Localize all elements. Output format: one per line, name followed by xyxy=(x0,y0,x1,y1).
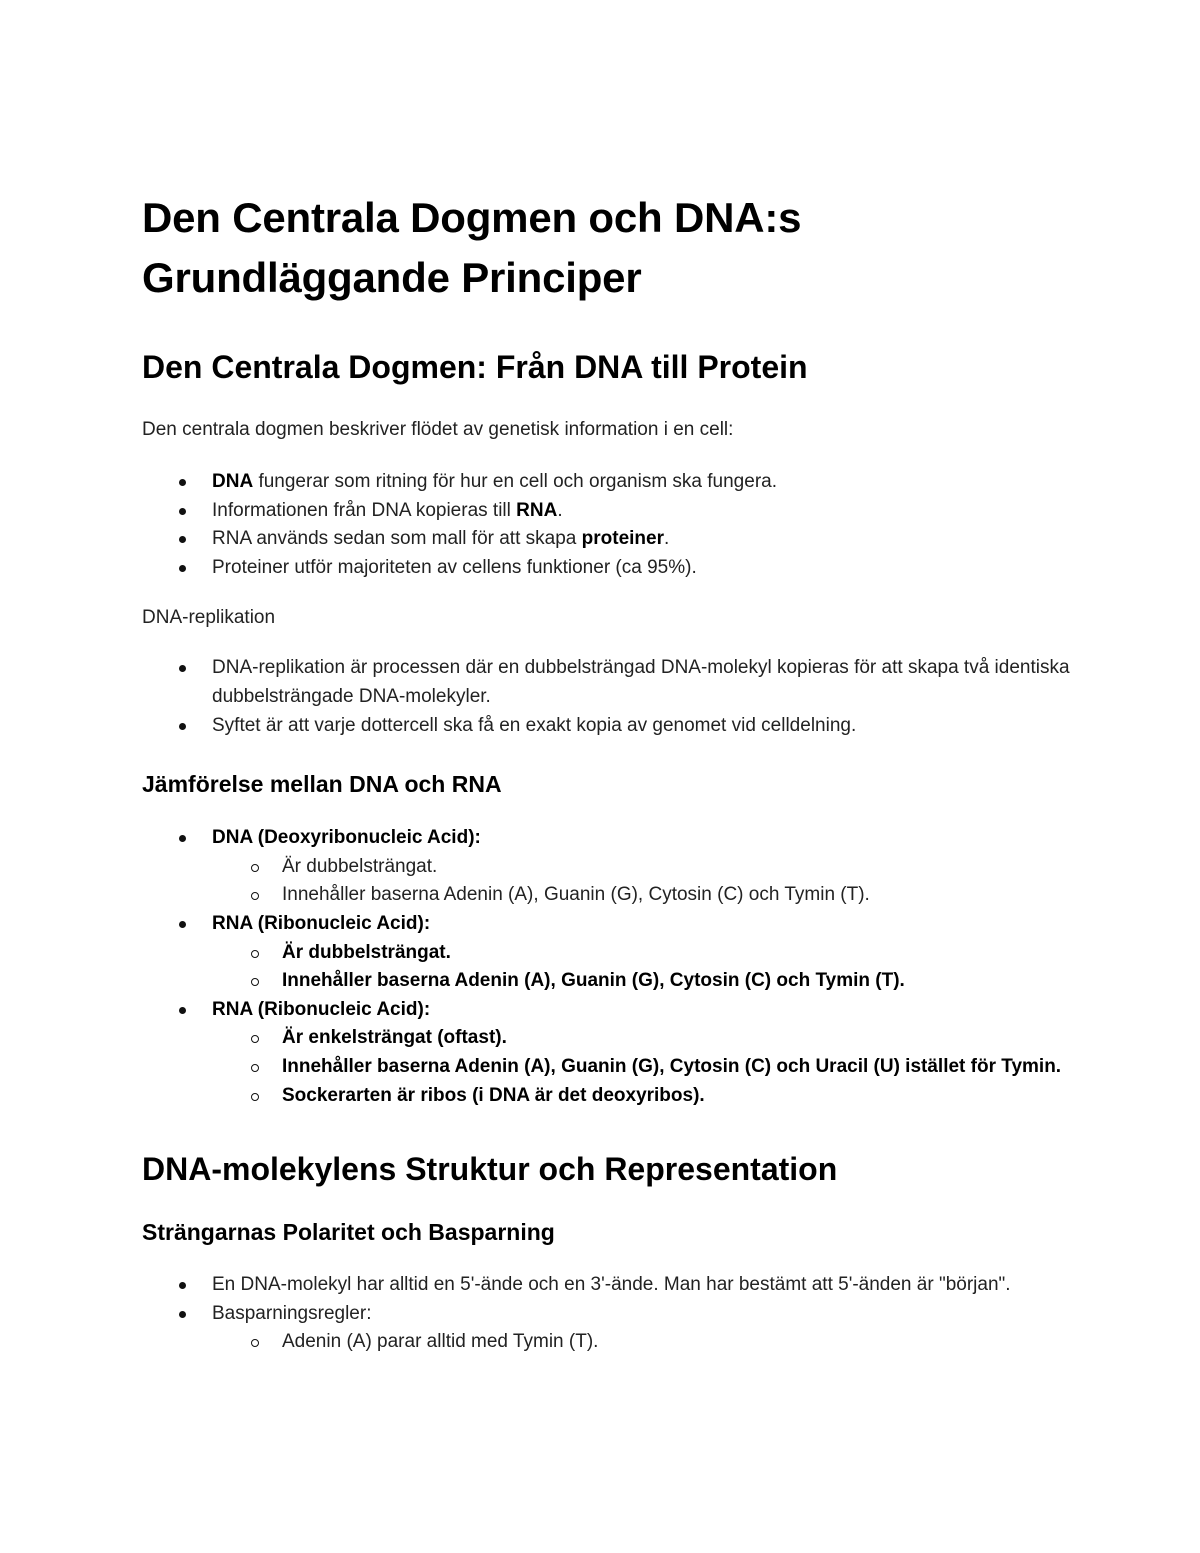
section-heading-central-dogma: Den Centrala Dogmen: Från DNA till Protein xyxy=(142,349,808,385)
replication-label: DNA-replikation xyxy=(142,607,276,629)
comparison-item-label: RNA (Ribonucleic Acid): xyxy=(212,998,431,1020)
polarity-list xyxy=(142,1271,1072,1357)
document-page xyxy=(142,188,1072,1357)
sub-list xyxy=(212,1024,1072,1110)
sub-list-item: Innehåller baserna Adenin (A), Guanin (G), Cytosin (C) och Uracil (U) istället för Tymin. xyxy=(142,1053,1072,1082)
list-item: RNA används sedan som mall för att skapa proteiner. xyxy=(142,525,1072,554)
sub-list-item: Innehåller baserna Adenin (A), Guanin (G), Cytosin (C) och Tymin (T). xyxy=(142,967,1072,996)
sub-list xyxy=(212,853,1072,910)
list-item xyxy=(142,996,1072,1110)
list-item: DNA fungerar som ritning för hur en cell och organism ska fungera. xyxy=(142,468,1072,497)
comparison-item-label: DNA (Deoxyribonucleic Acid): xyxy=(212,827,481,849)
list-item: Proteiner utför majoriteten av cellens funktioner (ca 95%). xyxy=(142,554,1072,583)
sub-list xyxy=(212,1328,1072,1357)
comparison-item-label: RNA (Ribonucleic Acid): xyxy=(212,912,431,934)
sub-list xyxy=(212,939,1072,996)
list-item: Informationen från DNA kopieras till RNA. xyxy=(142,497,1072,526)
comparison-list xyxy=(142,824,1072,1110)
document-title xyxy=(142,188,1072,308)
central-dogma-list xyxy=(142,468,1072,582)
title-line-1: Den Centrala Dogmen och DNA:s xyxy=(142,194,802,241)
list-item: Syftet är att varje dottercell ska få en exakt kopia av genomet vid celldelning. xyxy=(142,712,1072,741)
sub-list-item: Är dubbelsträngat. xyxy=(142,853,1072,882)
polarity-heading: Strängarnas Polaritet och Basparning xyxy=(142,1219,555,1246)
sub-list-item: Är enkelsträngat (oftast). xyxy=(142,1024,1072,1053)
replication-list xyxy=(142,654,1072,740)
title-line-2: Grundläggande Principer xyxy=(142,254,642,301)
sub-list-item: Adenin (A) parar alltid med Tymin (T). xyxy=(142,1328,1072,1357)
section-heading-structure: DNA-molekylens Struktur och Representation xyxy=(142,1151,838,1188)
list-item xyxy=(142,1300,1072,1357)
list-item: DNA-replikation är processen där en dubbelsträngad DNA-molekyl kopieras för att skapa två identiska dubbelsträngade DNA-molekyler. xyxy=(142,654,1072,711)
list-item: En DNA-molekyl har alltid en 5'-ände och en 3'-ände. Man har bestämt att 5'-änden är "början". xyxy=(142,1271,1072,1300)
base-pairing-label: Basparningsregler: xyxy=(212,1302,372,1324)
sub-list-item: Innehåller baserna Adenin (A), Guanin (G), Cytosin (C) och Tymin (T). xyxy=(142,881,1072,910)
sub-list-item: Sockerarten är ribos (i DNA är det deoxyribos). xyxy=(142,1082,1072,1111)
intro-paragraph: Den centrala dogmen beskriver flödet av genetisk information i en cell: xyxy=(142,419,734,440)
list-item xyxy=(142,910,1072,996)
sub-list-item: Är dubbelsträngat. xyxy=(142,939,1072,968)
comparison-heading: Jämförelse mellan DNA och RNA xyxy=(142,771,502,798)
list-item xyxy=(142,824,1072,910)
